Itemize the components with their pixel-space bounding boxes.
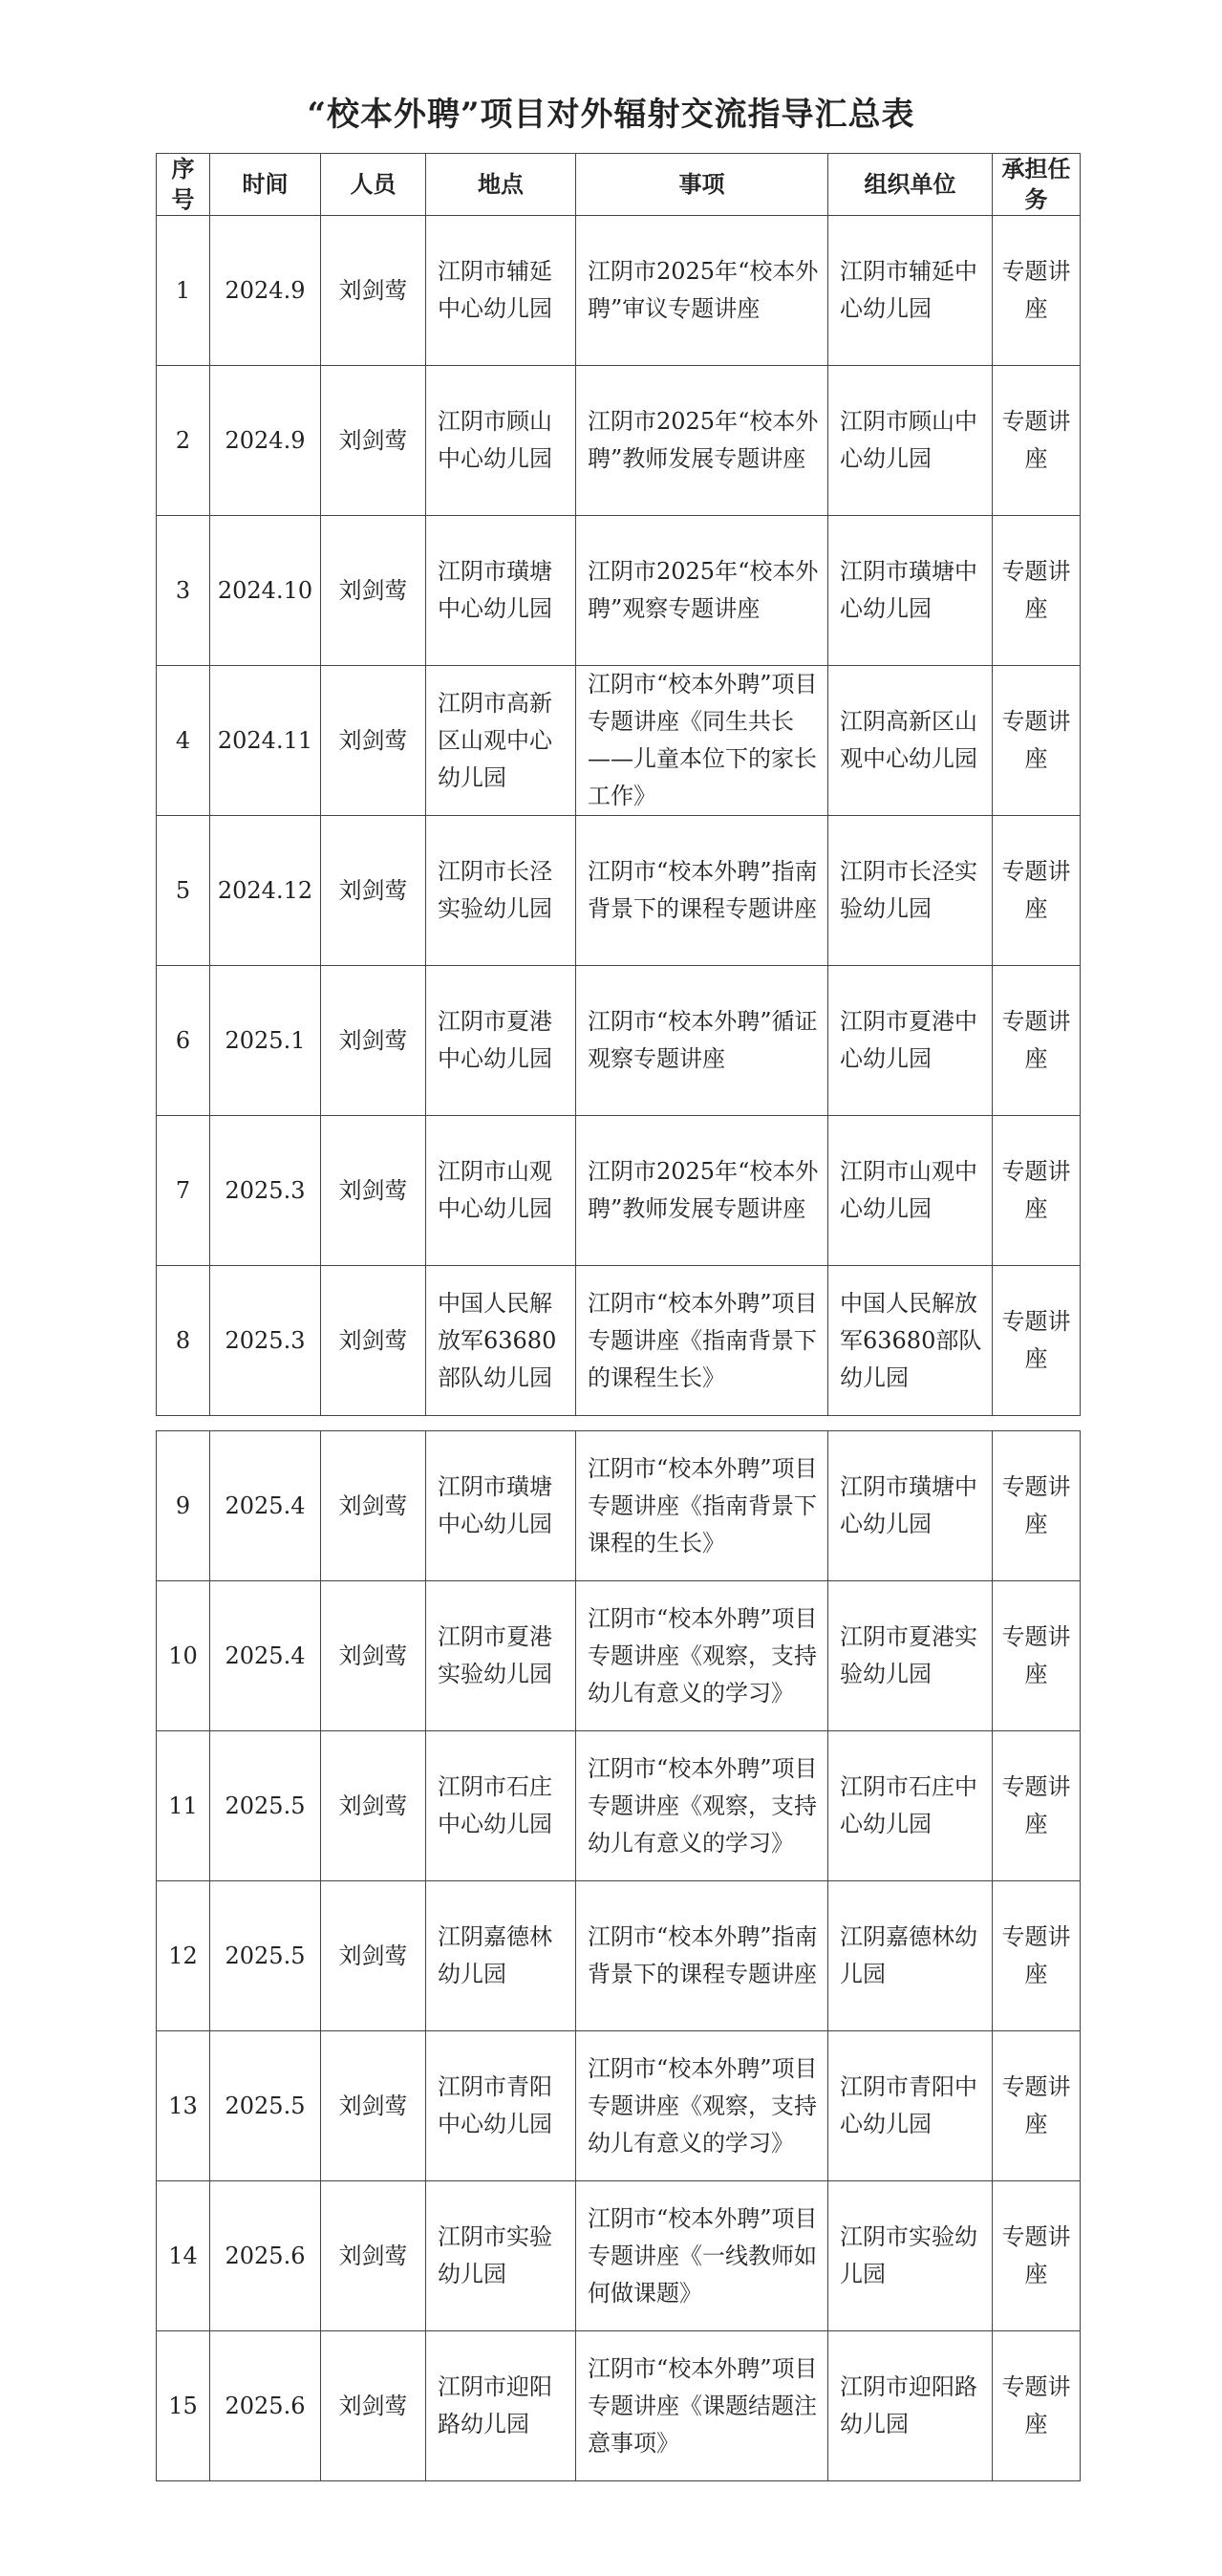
cell-place: 江阴市实验幼儿园 xyxy=(426,2181,576,2331)
cell-time: 2025.6 xyxy=(210,2181,321,2331)
cell-item: 江阴市2025年“校本外聘”教师发展专题讲座 xyxy=(576,1116,828,1266)
cell-place: 江阴市夏港实验幼儿园 xyxy=(426,1581,576,1731)
cell-task: 专题讲座 xyxy=(993,1266,1081,1416)
cell-time: 2025.5 xyxy=(210,1731,321,1881)
header-place: 地点 xyxy=(426,154,576,216)
cell-org: 中国人民解放军63680部队幼儿园 xyxy=(828,1266,993,1416)
table-row xyxy=(157,1731,1081,1881)
cell-place: 江阴嘉德林幼儿园 xyxy=(426,1881,576,2031)
cell-item: 江阴市“校本外聘”项目专题讲座《观察，支持幼儿有意义的学习》 xyxy=(576,1731,828,1881)
cell-no: 11 xyxy=(157,1731,210,1881)
cell-place: 中国人民解放军63680部队幼儿园 xyxy=(426,1266,576,1416)
cell-org: 江阴市长泾实验幼儿园 xyxy=(828,816,993,966)
cell-no: 10 xyxy=(157,1581,210,1731)
cell-task: 专题讲座 xyxy=(993,1881,1081,2031)
cell-person: 刘剑莺 xyxy=(321,216,426,366)
table-row xyxy=(157,2031,1081,2181)
table-row xyxy=(157,1266,1081,1416)
cell-person: 刘剑莺 xyxy=(321,516,426,666)
header-item: 事项 xyxy=(576,154,828,216)
cell-time: 2025.6 xyxy=(210,2331,321,2481)
cell-task: 专题讲座 xyxy=(993,1581,1081,1731)
cell-item: 江阴市“校本外聘”循证观察专题讲座 xyxy=(576,966,828,1116)
table-row xyxy=(157,366,1081,516)
cell-person: 刘剑莺 xyxy=(321,1431,426,1581)
cell-org: 江阴市夏港实验幼儿园 xyxy=(828,1581,993,1731)
cell-time: 2024.12 xyxy=(210,816,321,966)
cell-place: 江阴市迎阳路幼儿园 xyxy=(426,2331,576,2481)
cell-item: 江阴市2025年“校本外聘”教师发展专题讲座 xyxy=(576,366,828,516)
cell-person: 刘剑莺 xyxy=(321,366,426,516)
cell-person: 刘剑莺 xyxy=(321,966,426,1116)
cell-task: 专题讲座 xyxy=(993,966,1081,1116)
cell-time: 2025.4 xyxy=(210,1581,321,1731)
table-row xyxy=(157,2181,1081,2331)
cell-place: 江阴市璜塘中心幼儿园 xyxy=(426,516,576,666)
cell-place: 江阴市夏港中心幼儿园 xyxy=(426,966,576,1116)
cell-place: 江阴市青阳中心幼儿园 xyxy=(426,2031,576,2181)
cell-place: 江阴市山观中心幼儿园 xyxy=(426,1116,576,1266)
cell-org: 江阴市顾山中心幼儿园 xyxy=(828,366,993,516)
table-row xyxy=(157,2331,1081,2481)
cell-no: 2 xyxy=(157,366,210,516)
cell-org: 江阴市青阳中心幼儿园 xyxy=(828,2031,993,2181)
cell-org: 江阴市辅延中心幼儿园 xyxy=(828,216,993,366)
cell-no: 3 xyxy=(157,516,210,666)
cell-time: 2024.9 xyxy=(210,366,321,516)
cell-item: 江阴市“校本外聘”项目专题讲座《一线教师如何做课题》 xyxy=(576,2181,828,2331)
header-time: 时间 xyxy=(210,154,321,216)
cell-task: 专题讲座 xyxy=(993,816,1081,966)
cell-person: 刘剑莺 xyxy=(321,1116,426,1266)
cell-place: 江阴市璜塘中心幼儿园 xyxy=(426,1431,576,1581)
cell-no: 4 xyxy=(157,666,210,816)
cell-person: 刘剑莺 xyxy=(321,2181,426,2331)
cell-org: 江阴市迎阳路幼儿园 xyxy=(828,2331,993,2481)
header-no: 序号 xyxy=(157,154,210,216)
cell-item: 江阴市“校本外聘”项目专题讲座《观察，支持幼儿有意义的学习》 xyxy=(576,2031,828,2181)
header-task: 承担任务 xyxy=(993,154,1081,216)
cell-no: 13 xyxy=(157,2031,210,2181)
cell-task: 专题讲座 xyxy=(993,2181,1081,2331)
cell-task: 专题讲座 xyxy=(993,1116,1081,1266)
cell-person: 刘剑莺 xyxy=(321,2331,426,2481)
cell-place: 江阴市高新区山观中心幼儿园 xyxy=(426,666,576,816)
cell-time: 2025.5 xyxy=(210,1881,321,2031)
cell-org: 江阴市夏港中心幼儿园 xyxy=(828,966,993,1116)
cell-task: 专题讲座 xyxy=(993,1431,1081,1581)
cell-time: 2025.3 xyxy=(210,1116,321,1266)
cell-org: 江阴嘉德林幼儿园 xyxy=(828,1881,993,2031)
cell-time: 2025.3 xyxy=(210,1266,321,1416)
table-row xyxy=(157,1581,1081,1731)
cell-item: 江阴市“校本外聘”项目专题讲座《指南背景下的课程生长》 xyxy=(576,1266,828,1416)
header-person: 人员 xyxy=(321,154,426,216)
cell-person: 刘剑莺 xyxy=(321,816,426,966)
cell-task: 专题讲座 xyxy=(993,666,1081,816)
cell-place: 江阴市石庄中心幼儿园 xyxy=(426,1731,576,1881)
cell-item: 江阴市“校本外聘”指南背景下的课程专题讲座 xyxy=(576,1881,828,2031)
cell-time: 2024.10 xyxy=(210,516,321,666)
cell-no: 14 xyxy=(157,2181,210,2331)
cell-org: 江阴市实验幼儿园 xyxy=(828,2181,993,2331)
cell-item: 江阴市2025年“校本外聘”观察专题讲座 xyxy=(576,516,828,666)
summary-table-part-2 xyxy=(156,1430,1081,2481)
table-row xyxy=(157,1431,1081,1581)
cell-no: 15 xyxy=(157,2331,210,2481)
table-row xyxy=(157,216,1081,366)
cell-item: 江阴市“校本外聘”指南背景下的课程专题讲座 xyxy=(576,816,828,966)
cell-time: 2024.11 xyxy=(210,666,321,816)
cell-place: 江阴市长泾实验幼儿园 xyxy=(426,816,576,966)
cell-person: 刘剑莺 xyxy=(321,1266,426,1416)
table-row xyxy=(157,816,1081,966)
cell-item: 江阴市“校本外聘”项目专题讲座《课题结题注意事项》 xyxy=(576,2331,828,2481)
cell-item: 江阴市“校本外聘”项目专题讲座《观察，支持幼儿有意义的学习》 xyxy=(576,1581,828,1731)
cell-task: 专题讲座 xyxy=(993,2031,1081,2181)
cell-time: 2025.4 xyxy=(210,1431,321,1581)
cell-item: 江阴市“校本外聘”项目专题讲座《同生共长——儿童本位下的家长工作》 xyxy=(576,666,828,816)
table-row xyxy=(157,966,1081,1116)
cell-person: 刘剑莺 xyxy=(321,1731,426,1881)
cell-item: 江阴市“校本外聘”项目专题讲座《指南背景下课程的生长》 xyxy=(576,1431,828,1581)
cell-item: 江阴市2025年“校本外聘”审议专题讲座 xyxy=(576,216,828,366)
cell-org: 江阴市璜塘中心幼儿园 xyxy=(828,516,993,666)
cell-no: 12 xyxy=(157,1881,210,2031)
table-row xyxy=(157,1116,1081,1266)
page-title: “校本外聘”项目对外辐射交流指导汇总表 xyxy=(307,96,915,134)
table-row xyxy=(157,666,1081,816)
cell-task: 专题讲座 xyxy=(993,2331,1081,2481)
cell-person: 刘剑莺 xyxy=(321,1881,426,2031)
table-row xyxy=(157,516,1081,666)
cell-no: 9 xyxy=(157,1431,210,1581)
cell-time: 2025.5 xyxy=(210,2031,321,2181)
cell-no: 6 xyxy=(157,966,210,1116)
cell-no: 7 xyxy=(157,1116,210,1266)
cell-task: 专题讲座 xyxy=(993,1731,1081,1881)
cell-no: 1 xyxy=(157,216,210,366)
cell-time: 2025.1 xyxy=(210,966,321,1116)
cell-org: 江阴市璜塘中心幼儿园 xyxy=(828,1431,993,1581)
cell-person: 刘剑莺 xyxy=(321,1581,426,1731)
cell-org: 江阴市石庄中心幼儿园 xyxy=(828,1731,993,1881)
cell-org: 江阴高新区山观中心幼儿园 xyxy=(828,666,993,816)
cell-task: 专题讲座 xyxy=(993,366,1081,516)
table-row xyxy=(157,1881,1081,2031)
cell-place: 江阴市辅延中心幼儿园 xyxy=(426,216,576,366)
header-org: 组织单位 xyxy=(828,154,993,216)
cell-place: 江阴市顾山中心幼儿园 xyxy=(426,366,576,516)
summary-table-part-1 xyxy=(156,153,1081,1416)
cell-no: 8 xyxy=(157,1266,210,1416)
cell-task: 专题讲座 xyxy=(993,216,1081,366)
cell-person: 刘剑莺 xyxy=(321,666,426,816)
cell-person: 刘剑莺 xyxy=(321,2031,426,2181)
cell-no: 5 xyxy=(157,816,210,966)
table-header-row xyxy=(157,154,1081,216)
cell-org: 江阴市山观中心幼儿园 xyxy=(828,1116,993,1266)
cell-time: 2024.9 xyxy=(210,216,321,366)
cell-task: 专题讲座 xyxy=(993,516,1081,666)
